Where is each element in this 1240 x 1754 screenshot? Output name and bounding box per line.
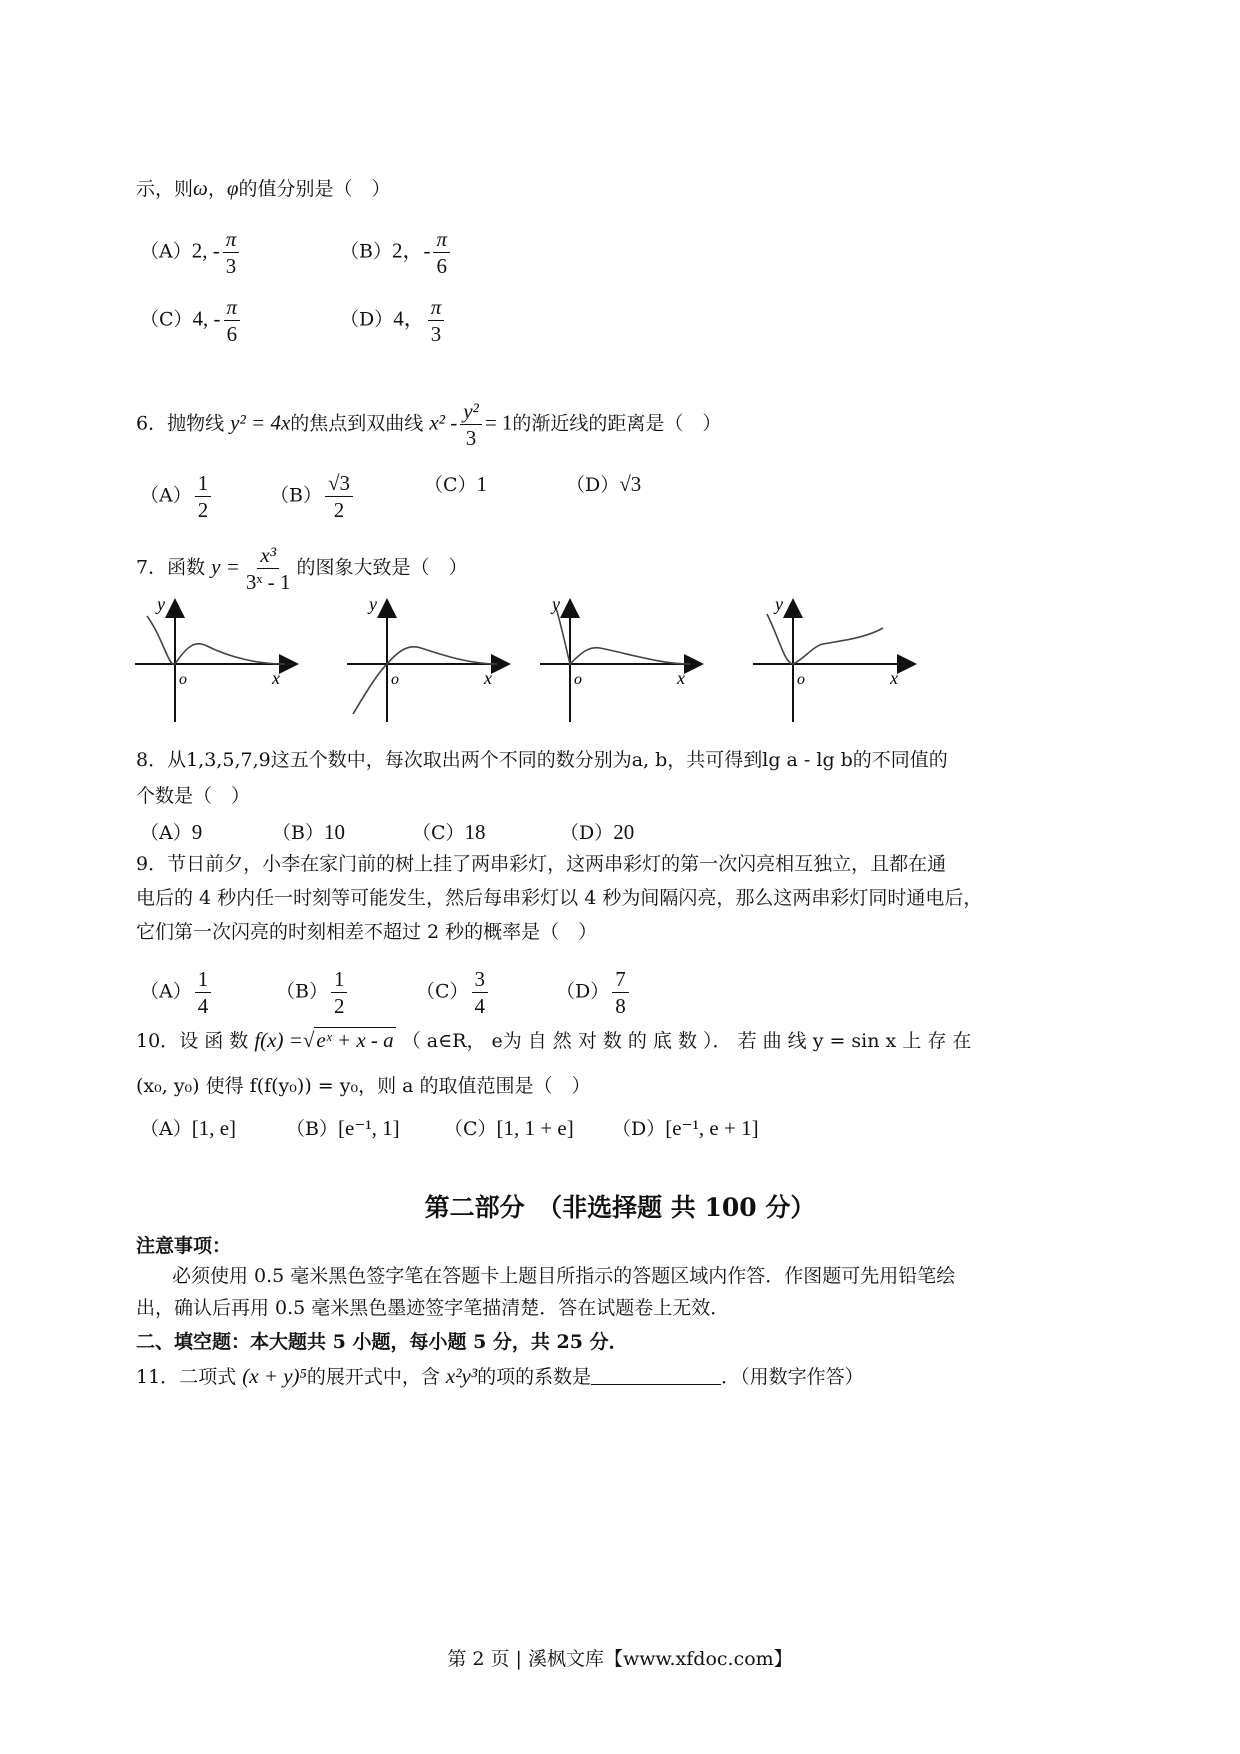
- q10-option-c[interactable]: （C）[1, 1 + e]: [444, 1116, 574, 1140]
- part2-title: 第二部分 （非选择题 共 100 分）: [424, 1193, 816, 1222]
- notice-heading: 注意事项：: [136, 1235, 232, 1257]
- q7-graph-a[interactable]: [135, 598, 295, 722]
- notice-line1: 必须使用 0.5 毫米黑色签字笔在答题卡上题目所指示的答题区域内作答．作图题可先用铅笔绘: [172, 1265, 956, 1287]
- phi-symbol: φ: [226, 176, 239, 200]
- q7-graph-c-y-label: y: [552, 598, 560, 614]
- q10-option-b[interactable]: （B）[e⁻¹, 1]: [286, 1116, 400, 1140]
- q7-graph-a-y-label: y: [157, 598, 165, 614]
- q7-graph-b-x-label: x: [484, 668, 492, 688]
- q5-stem: 示，则ω，φ的值分别是（ ）: [136, 176, 391, 200]
- q5-option-c[interactable]: （C）4, - $\frac{\pi}{6}$: [140, 294, 243, 347]
- q7-graph-c-origin-label: o: [574, 671, 582, 688]
- q7-graph-b-y-label: y: [369, 598, 377, 614]
- q7-graph-c-x-label: x: [677, 668, 685, 688]
- q5-option-b[interactable]: （B）2，- $\frac{\pi}{6}$: [340, 226, 453, 279]
- q7-graph-b[interactable]: [347, 598, 507, 722]
- q7-graph-b-origin-label: o: [391, 671, 399, 688]
- q10-stem-line2: (x₀, y₀) 使得 f(f(y₀)) = y₀，则 a 的取值范围是（ ）: [136, 1075, 591, 1097]
- q10-stem-line1: 10．设 函 数 f(x) =√eˣ + x - a （ a∈R， e为 自 然 对 数 的 底 数 ）． 若 曲 线 y = sin x 上 存 在: [136, 1028, 972, 1052]
- q6-option-b[interactable]: （B） $\frac{√3}{2}$: [270, 470, 356, 523]
- q7-graph-d-origin-label: o: [797, 671, 805, 688]
- omega-symbol: ω: [193, 176, 208, 200]
- q7-graph-c[interactable]: [540, 598, 700, 722]
- q7-stem: 7．函数 y = $\frac{\text{x³}}{\text{3ˣ - 1}}$ 的图象大致是（ ）: [136, 543, 468, 594]
- q11-stem: 11．二项式 (x + y)⁵的展开式中，含 x²y³的项的系数是 ．（用数字作答）: [136, 1364, 864, 1388]
- q7-graph-d-x-label: x: [890, 668, 898, 688]
- q8-option-b[interactable]: （B）10: [272, 820, 345, 844]
- q9-stem-line3: 它们第一次闪亮的时刻相差不超过 2 秒的概率是（ ）: [136, 921, 598, 943]
- q6-option-c[interactable]: （C）1: [424, 472, 488, 496]
- q7-graph-a-x-label: x: [272, 668, 280, 688]
- q5-option-d[interactable]: （D）4， $\frac{\pi}{3}$: [340, 294, 447, 347]
- q9-option-b[interactable]: （B） $\frac{1}{2}$: [276, 966, 350, 1019]
- q7-graph-d[interactable]: [753, 598, 913, 722]
- q5-option-a[interactable]: （A）2, - $\frac{\pi}{3}$: [140, 226, 242, 279]
- q6-option-a[interactable]: （A） $\frac{1}{2}$: [140, 470, 214, 523]
- q6-option-d[interactable]: （D）√3: [566, 472, 642, 496]
- q9-option-c[interactable]: （C） $\frac{3}{4}$: [416, 966, 491, 1019]
- q7-graphs: [135, 598, 995, 726]
- q8-option-a[interactable]: （A）9: [140, 820, 203, 844]
- q9-stem-line2: 电后的 4 秒内任一时刻等可能发生，然后每串彩灯以 4 秒为间隔闪亮，那么这两串彩灯同时通电后，: [136, 887, 983, 909]
- q7-graph-a-origin-label: o: [179, 671, 187, 688]
- q7-graph-d-y-label: y: [775, 598, 783, 614]
- q8-option-d[interactable]: （D）20: [560, 820, 635, 844]
- q8-option-c[interactable]: （C）18: [412, 820, 486, 844]
- q9-stem-line1: 9．节日前夕，小李在家门前的树上挂了两串彩灯，这两串彩灯的第一次闪亮相互独立，且都在通: [136, 853, 947, 875]
- q9-option-a[interactable]: （A） $\frac{1}{4}$: [140, 966, 214, 1019]
- q11-answer-blank[interactable]: [591, 1364, 721, 1385]
- q9-option-d[interactable]: （D） $\frac{7}{8}$: [556, 966, 632, 1019]
- notice-line2: 出，确认后再用 0.5 毫米黑色墨迹签字笔描清楚．答在试题卷上无效．: [136, 1297, 730, 1319]
- page-footer: 第 2 页 | 溪枫文库【www.xfdoc.com】: [447, 1648, 793, 1670]
- q10-option-a[interactable]: （A）[1, e]: [140, 1116, 237, 1140]
- q6-stem: 6．抛物线 y² = 4x的焦点到双曲线 x² - $\frac{\text{y²}}{3}$ = 1的渐近线的距离是（ ）: [136, 399, 722, 450]
- section-heading: 二、填空题：本大题共 5 小题，每小题 5 分，共 25 分．: [136, 1331, 628, 1353]
- q10-option-d[interactable]: （D）[e⁻¹, e + 1]: [612, 1116, 759, 1140]
- q8-stem-line1: 8．从1,3,5,7,9这五个数中，每次取出两个不同的数分别为a, b，共可得到lg a - lg b的不同值的: [136, 749, 948, 771]
- q8-stem-line2: 个数是（ ）: [136, 785, 251, 807]
